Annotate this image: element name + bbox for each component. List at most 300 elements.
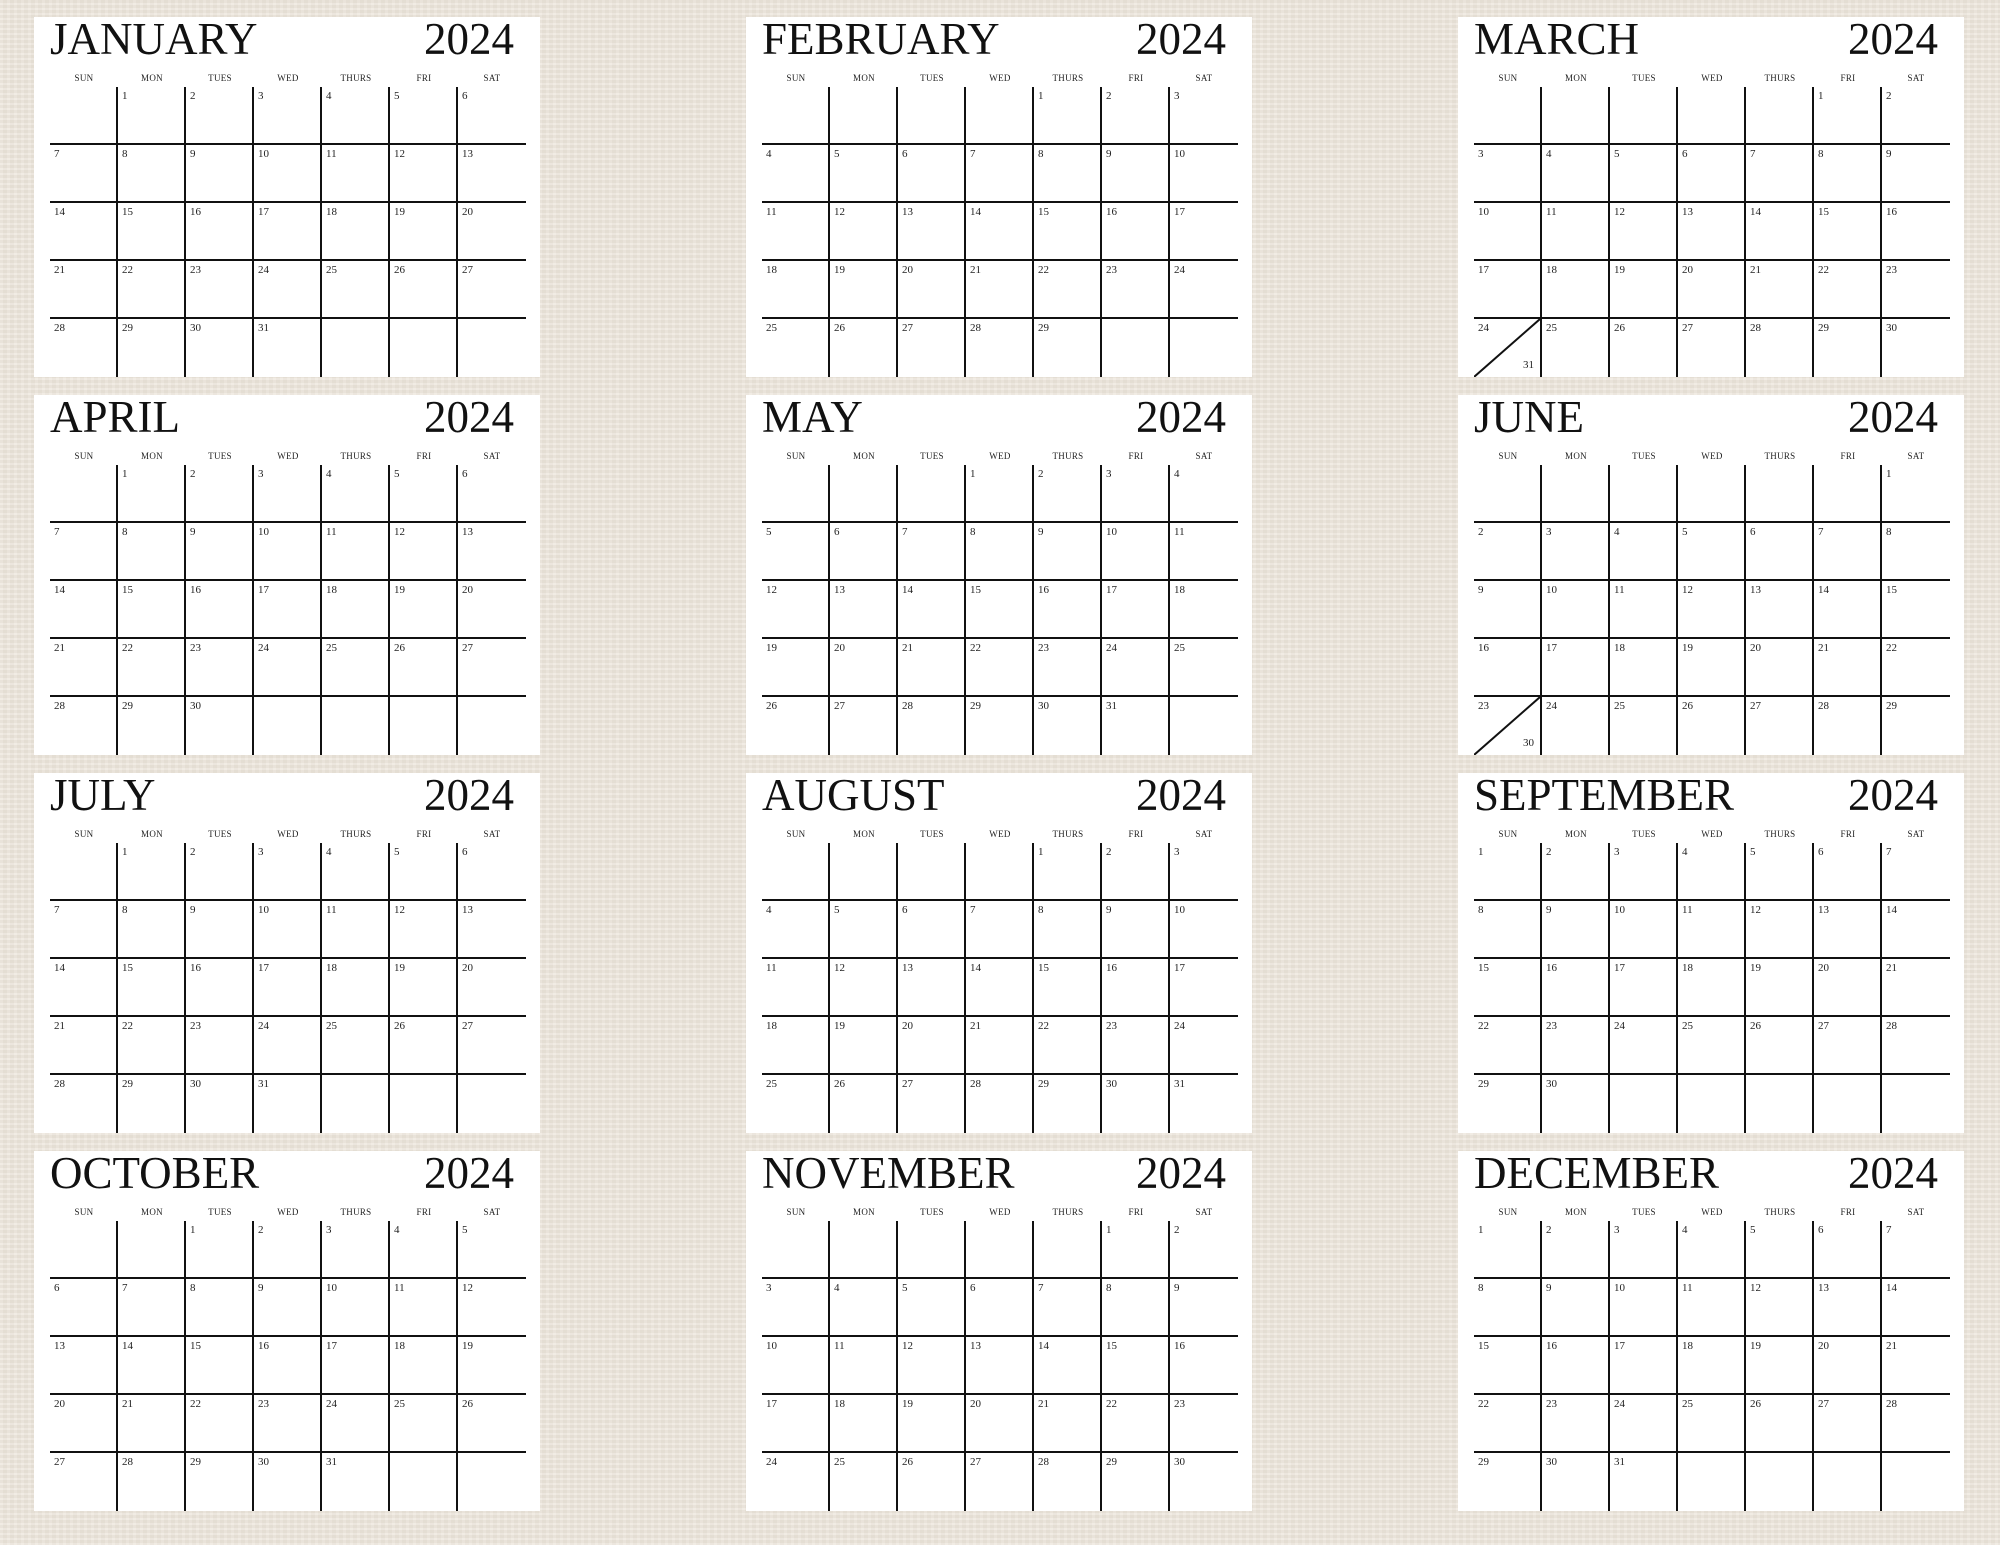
day-cell[interactable] [458, 145, 526, 203]
day-cell[interactable] [1102, 1453, 1170, 1511]
day-cell[interactable] [186, 697, 254, 755]
day-cell[interactable] [898, 581, 966, 639]
day-cell[interactable] [830, 1075, 898, 1133]
day-cell[interactable] [1610, 581, 1678, 639]
day-cell[interactable] [898, 319, 966, 377]
day-cell[interactable] [1814, 843, 1882, 901]
day-cell[interactable] [1034, 261, 1102, 319]
day-cell[interactable] [1474, 145, 1542, 203]
day-cell[interactable] [1882, 465, 1950, 523]
day-cell[interactable] [1170, 901, 1238, 959]
day-cell[interactable] [50, 1075, 118, 1133]
day-cell[interactable] [186, 1395, 254, 1453]
day-cell[interactable] [390, 1017, 458, 1075]
day-cell[interactable] [966, 1221, 1034, 1279]
day-cell[interactable] [390, 465, 458, 523]
day-cell[interactable] [1170, 959, 1238, 1017]
day-cell[interactable] [458, 1075, 526, 1133]
day-cell[interactable] [1882, 1017, 1950, 1075]
day-cell[interactable] [762, 319, 830, 377]
day-cell[interactable] [1170, 145, 1238, 203]
day-cell[interactable] [830, 959, 898, 1017]
day-cell[interactable] [898, 901, 966, 959]
day-cell[interactable] [1034, 203, 1102, 261]
day-cell[interactable] [898, 1017, 966, 1075]
day-cell[interactable] [1102, 1279, 1170, 1337]
day-cell[interactable] [1814, 901, 1882, 959]
day-cell[interactable] [830, 1279, 898, 1337]
day-cell[interactable] [254, 1337, 322, 1395]
day-cell[interactable] [118, 261, 186, 319]
day-cell[interactable] [1170, 843, 1238, 901]
day-cell[interactable] [1474, 523, 1542, 581]
day-cell[interactable] [1746, 523, 1814, 581]
day-cell[interactable] [1814, 319, 1882, 377]
day-cell[interactable] [1034, 1279, 1102, 1337]
day-cell[interactable] [1882, 959, 1950, 1017]
day-cell[interactable] [762, 145, 830, 203]
day-cell[interactable] [1814, 1075, 1882, 1133]
day-cell[interactable] [390, 319, 458, 377]
day-cell[interactable] [254, 203, 322, 261]
day-cell[interactable] [1610, 843, 1678, 901]
day-cell[interactable] [186, 261, 254, 319]
day-cell[interactable] [1610, 319, 1678, 377]
day-cell[interactable] [966, 319, 1034, 377]
day-cell[interactable] [1610, 523, 1678, 581]
day-cell[interactable] [762, 901, 830, 959]
day-cell[interactable] [1678, 523, 1746, 581]
day-cell[interactable] [1474, 1337, 1542, 1395]
day-cell[interactable] [254, 1017, 322, 1075]
day-cell[interactable] [1882, 1075, 1950, 1133]
day-cell[interactable] [830, 523, 898, 581]
day-cell[interactable] [966, 1395, 1034, 1453]
day-cell[interactable] [1170, 697, 1238, 755]
day-cell[interactable] [1542, 203, 1610, 261]
day-cell[interactable] [1678, 319, 1746, 377]
day-cell[interactable] [1678, 639, 1746, 697]
day-cell[interactable] [898, 203, 966, 261]
day-cell[interactable] [118, 1221, 186, 1279]
day-cell[interactable] [966, 1453, 1034, 1511]
day-cell[interactable] [458, 843, 526, 901]
day-cell[interactable] [762, 1279, 830, 1337]
day-cell[interactable] [1034, 145, 1102, 203]
day-cell[interactable] [390, 959, 458, 1017]
day-cell[interactable] [966, 1075, 1034, 1133]
day-cell[interactable] [1170, 261, 1238, 319]
day-cell[interactable] [1610, 1453, 1678, 1511]
day-cell[interactable] [1542, 145, 1610, 203]
day-cell[interactable] [50, 1279, 118, 1337]
day-cell[interactable] [1882, 319, 1950, 377]
day-cell[interactable] [322, 843, 390, 901]
day-cell[interactable] [1746, 1453, 1814, 1511]
day-cell[interactable] [50, 639, 118, 697]
day-cell[interactable] [118, 87, 186, 145]
day-cell[interactable] [1034, 581, 1102, 639]
day-cell[interactable] [1542, 697, 1610, 755]
day-cell[interactable] [1678, 697, 1746, 755]
day-cell[interactable] [390, 581, 458, 639]
day-cell[interactable] [50, 959, 118, 1017]
day-cell[interactable] [254, 639, 322, 697]
day-cell[interactable] [1474, 1279, 1542, 1337]
day-cell[interactable] [1678, 1337, 1746, 1395]
day-cell[interactable] [322, 1395, 390, 1453]
day-cell[interactable] [1814, 1017, 1882, 1075]
day-cell[interactable] [458, 319, 526, 377]
day-cell[interactable] [1882, 1395, 1950, 1453]
day-cell[interactable] [1034, 901, 1102, 959]
day-cell[interactable] [1474, 1017, 1542, 1075]
day-cell[interactable] [1170, 465, 1238, 523]
day-cell[interactable] [1474, 1221, 1542, 1279]
day-cell[interactable] [1170, 639, 1238, 697]
day-cell[interactable] [1170, 1075, 1238, 1133]
day-cell[interactable] [1882, 87, 1950, 145]
day-cell[interactable] [186, 639, 254, 697]
day-cell[interactable] [762, 261, 830, 319]
day-cell[interactable] [1610, 1221, 1678, 1279]
day-cell[interactable] [118, 581, 186, 639]
day-cell[interactable] [1610, 1395, 1678, 1453]
day-cell[interactable] [50, 523, 118, 581]
day-cell[interactable] [322, 1075, 390, 1133]
day-cell[interactable] [1814, 203, 1882, 261]
day-cell[interactable] [1170, 1017, 1238, 1075]
day-cell[interactable] [118, 697, 186, 755]
day-cell[interactable] [1102, 581, 1170, 639]
day-cell[interactable] [1170, 319, 1238, 377]
day-cell[interactable] [830, 145, 898, 203]
day-cell[interactable] [762, 1395, 830, 1453]
day-cell[interactable] [1542, 901, 1610, 959]
day-cell[interactable] [118, 901, 186, 959]
day-cell[interactable] [762, 1337, 830, 1395]
day-cell[interactable] [254, 1395, 322, 1453]
day-cell[interactable] [1474, 1395, 1542, 1453]
day-cell[interactable] [186, 1279, 254, 1337]
day-cell[interactable] [458, 1221, 526, 1279]
day-cell[interactable] [1678, 959, 1746, 1017]
day-cell[interactable] [1034, 697, 1102, 755]
day-cell[interactable] [762, 843, 830, 901]
day-cell[interactable] [458, 1279, 526, 1337]
day-cell[interactable] [1814, 697, 1882, 755]
day-cell[interactable] [1678, 1279, 1746, 1337]
day-cell[interactable] [830, 639, 898, 697]
day-cell[interactable] [118, 639, 186, 697]
day-cell[interactable] [830, 465, 898, 523]
day-cell[interactable] [322, 1017, 390, 1075]
day-cell[interactable] [1814, 1395, 1882, 1453]
day-cell[interactable] [1034, 465, 1102, 523]
day-cell[interactable] [254, 843, 322, 901]
day-cell[interactable] [1814, 1337, 1882, 1395]
day-cell[interactable] [390, 145, 458, 203]
day-cell[interactable] [1678, 1221, 1746, 1279]
day-cell[interactable] [254, 959, 322, 1017]
day-cell[interactable] [1170, 1337, 1238, 1395]
day-cell[interactable] [830, 1453, 898, 1511]
day-cell[interactable] [50, 581, 118, 639]
day-cell[interactable] [390, 1395, 458, 1453]
day-cell[interactable] [1034, 523, 1102, 581]
day-cell[interactable] [50, 1395, 118, 1453]
day-cell[interactable] [1034, 319, 1102, 377]
day-cell[interactable] [322, 1221, 390, 1279]
day-cell[interactable] [1746, 145, 1814, 203]
day-cell[interactable] [1542, 843, 1610, 901]
day-cell[interactable] [1882, 1453, 1950, 1511]
day-cell[interactable] [1882, 901, 1950, 959]
day-cell[interactable] [1542, 1453, 1610, 1511]
day-cell[interactable] [762, 87, 830, 145]
day-cell[interactable] [254, 145, 322, 203]
day-cell[interactable] [186, 959, 254, 1017]
day-cell[interactable] [50, 465, 118, 523]
day-cell[interactable] [1678, 203, 1746, 261]
day-cell[interactable] [762, 1075, 830, 1133]
day-cell[interactable] [1610, 87, 1678, 145]
day-cell[interactable] [966, 581, 1034, 639]
day-cell[interactable] [1034, 1395, 1102, 1453]
day-cell[interactable] [898, 1337, 966, 1395]
day-cell[interactable] [898, 639, 966, 697]
day-cell[interactable] [762, 581, 830, 639]
day-cell[interactable] [50, 1221, 118, 1279]
day-cell[interactable] [1102, 523, 1170, 581]
day-cell[interactable] [830, 1395, 898, 1453]
day-cell[interactable] [322, 261, 390, 319]
day-cell[interactable] [898, 261, 966, 319]
day-cell[interactable] [118, 1395, 186, 1453]
day-cell[interactable] [1542, 1075, 1610, 1133]
day-cell[interactable] [1746, 1017, 1814, 1075]
day-cell[interactable] [322, 697, 390, 755]
day-cell[interactable] [50, 319, 118, 377]
day-cell[interactable] [1474, 1453, 1542, 1511]
day-cell[interactable] [966, 1017, 1034, 1075]
day-cell[interactable] [254, 523, 322, 581]
day-cell[interactable] [1102, 639, 1170, 697]
day-cell[interactable] [1170, 1221, 1238, 1279]
day-cell[interactable] [458, 87, 526, 145]
day-cell[interactable] [1034, 1075, 1102, 1133]
day-cell[interactable] [458, 1395, 526, 1453]
day-cell[interactable] [390, 843, 458, 901]
day-cell[interactable] [1882, 261, 1950, 319]
day-cell[interactable] [322, 581, 390, 639]
day-cell[interactable] [1678, 145, 1746, 203]
day-cell[interactable] [1746, 319, 1814, 377]
day-cell[interactable] [1678, 1395, 1746, 1453]
day-cell[interactable] [1814, 1221, 1882, 1279]
day-cell[interactable] [1170, 203, 1238, 261]
day-cell[interactable] [966, 465, 1034, 523]
day-cell[interactable] [50, 697, 118, 755]
day-cell[interactable] [186, 523, 254, 581]
day-cell[interactable] [762, 697, 830, 755]
day-cell[interactable] [1678, 1453, 1746, 1511]
day-cell[interactable] [1542, 1279, 1610, 1337]
day-cell[interactable] [1474, 1075, 1542, 1133]
day-cell[interactable] [966, 639, 1034, 697]
day-cell[interactable] [1102, 465, 1170, 523]
day-cell[interactable] [1102, 843, 1170, 901]
day-cell[interactable] [830, 1017, 898, 1075]
day-cell[interactable] [830, 843, 898, 901]
day-cell[interactable] [118, 1337, 186, 1395]
day-cell[interactable] [1746, 87, 1814, 145]
day-cell[interactable] [254, 1221, 322, 1279]
day-cell[interactable] [1102, 1395, 1170, 1453]
day-cell[interactable] [898, 843, 966, 901]
day-cell[interactable] [322, 145, 390, 203]
day-cell[interactable] [966, 145, 1034, 203]
day-cell[interactable] [390, 523, 458, 581]
day-cell[interactable] [458, 1453, 526, 1511]
day-cell[interactable] [1746, 1221, 1814, 1279]
day-cell[interactable] [390, 639, 458, 697]
day-cell[interactable] [1102, 319, 1170, 377]
day-cell[interactable] [1542, 959, 1610, 1017]
day-cell[interactable] [1474, 581, 1542, 639]
day-cell[interactable] [1610, 1075, 1678, 1133]
day-cell[interactable] [1542, 1395, 1610, 1453]
day-cell[interactable] [762, 203, 830, 261]
day-cell[interactable] [186, 843, 254, 901]
day-cell[interactable] [458, 959, 526, 1017]
day-cell[interactable] [1474, 901, 1542, 959]
day-cell[interactable] [1610, 1017, 1678, 1075]
day-cell[interactable] [118, 843, 186, 901]
day-cell[interactable] [830, 697, 898, 755]
day-cell[interactable] [118, 1075, 186, 1133]
day-cell[interactable] [966, 523, 1034, 581]
day-cell[interactable] [458, 901, 526, 959]
day-cell[interactable] [898, 145, 966, 203]
day-cell[interactable] [830, 203, 898, 261]
day-cell[interactable] [898, 1221, 966, 1279]
day-cell[interactable] [966, 959, 1034, 1017]
day-cell[interactable] [966, 203, 1034, 261]
day-cell[interactable] [830, 319, 898, 377]
day-cell[interactable] [254, 87, 322, 145]
day-cell[interactable] [118, 1279, 186, 1337]
day-cell[interactable] [254, 465, 322, 523]
day-cell[interactable] [898, 87, 966, 145]
day-cell[interactable] [830, 1221, 898, 1279]
day-cell[interactable] [1102, 1017, 1170, 1075]
day-cell[interactable] [1610, 261, 1678, 319]
day-cell[interactable] [186, 581, 254, 639]
day-cell[interactable] [1814, 581, 1882, 639]
day-cell[interactable] [1746, 959, 1814, 1017]
day-cell[interactable] [898, 465, 966, 523]
day-cell[interactable] [50, 1017, 118, 1075]
day-cell[interactable] [1814, 959, 1882, 1017]
day-cell[interactable] [322, 87, 390, 145]
day-cell[interactable] [186, 1221, 254, 1279]
day-cell[interactable] [898, 959, 966, 1017]
day-cell[interactable] [1542, 261, 1610, 319]
day-cell[interactable] [1102, 145, 1170, 203]
day-cell[interactable] [762, 1453, 830, 1511]
day-cell[interactable] [50, 145, 118, 203]
day-cell[interactable] [830, 261, 898, 319]
day-cell[interactable] [1542, 87, 1610, 145]
day-cell[interactable] [1678, 87, 1746, 145]
day-cell[interactable] [390, 1453, 458, 1511]
day-cell[interactable] [1102, 959, 1170, 1017]
day-cell[interactable] [830, 1337, 898, 1395]
day-cell[interactable] [966, 1279, 1034, 1337]
day-cell[interactable] [898, 1453, 966, 1511]
day-cell[interactable] [1746, 843, 1814, 901]
day-cell[interactable] [898, 523, 966, 581]
day-cell[interactable] [1814, 87, 1882, 145]
day-cell[interactable] [1678, 1017, 1746, 1075]
day-cell[interactable] [254, 1453, 322, 1511]
day-cell[interactable] [1102, 1337, 1170, 1395]
day-cell[interactable] [1034, 959, 1102, 1017]
day-cell[interactable] [1034, 639, 1102, 697]
day-cell[interactable] [186, 145, 254, 203]
day-cell[interactable] [1034, 843, 1102, 901]
day-cell[interactable] [1610, 203, 1678, 261]
day-cell[interactable] [322, 1453, 390, 1511]
day-cell[interactable] [1102, 1221, 1170, 1279]
day-cell[interactable] [1610, 1279, 1678, 1337]
day-cell[interactable] [966, 843, 1034, 901]
day-cell[interactable] [50, 901, 118, 959]
day-cell[interactable] [1542, 465, 1610, 523]
day-cell[interactable] [830, 87, 898, 145]
day-cell[interactable] [1034, 87, 1102, 145]
day-cell[interactable] [1034, 1453, 1102, 1511]
day-cell[interactable] [186, 203, 254, 261]
day-cell[interactable] [1882, 697, 1950, 755]
day-cell[interactable] [458, 697, 526, 755]
day-cell[interactable] [1746, 203, 1814, 261]
day-cell[interactable] [458, 523, 526, 581]
day-cell[interactable] [1678, 261, 1746, 319]
day-cell[interactable] [1882, 1337, 1950, 1395]
day-cell[interactable] [1542, 1221, 1610, 1279]
day-cell[interactable] [966, 697, 1034, 755]
day-cell[interactable] [1474, 319, 1542, 377]
day-cell[interactable] [1542, 319, 1610, 377]
day-cell[interactable] [1474, 959, 1542, 1017]
day-cell[interactable] [1814, 465, 1882, 523]
day-cell[interactable] [1678, 581, 1746, 639]
day-cell[interactable] [1542, 1337, 1610, 1395]
day-cell[interactable] [1474, 203, 1542, 261]
day-cell[interactable] [458, 639, 526, 697]
day-cell[interactable] [390, 87, 458, 145]
day-cell[interactable] [1474, 843, 1542, 901]
day-cell[interactable] [1882, 581, 1950, 639]
day-cell[interactable] [1746, 697, 1814, 755]
day-cell[interactable] [1610, 697, 1678, 755]
day-cell[interactable] [118, 465, 186, 523]
day-cell[interactable] [390, 1075, 458, 1133]
day-cell[interactable] [254, 697, 322, 755]
day-cell[interactable] [898, 1279, 966, 1337]
